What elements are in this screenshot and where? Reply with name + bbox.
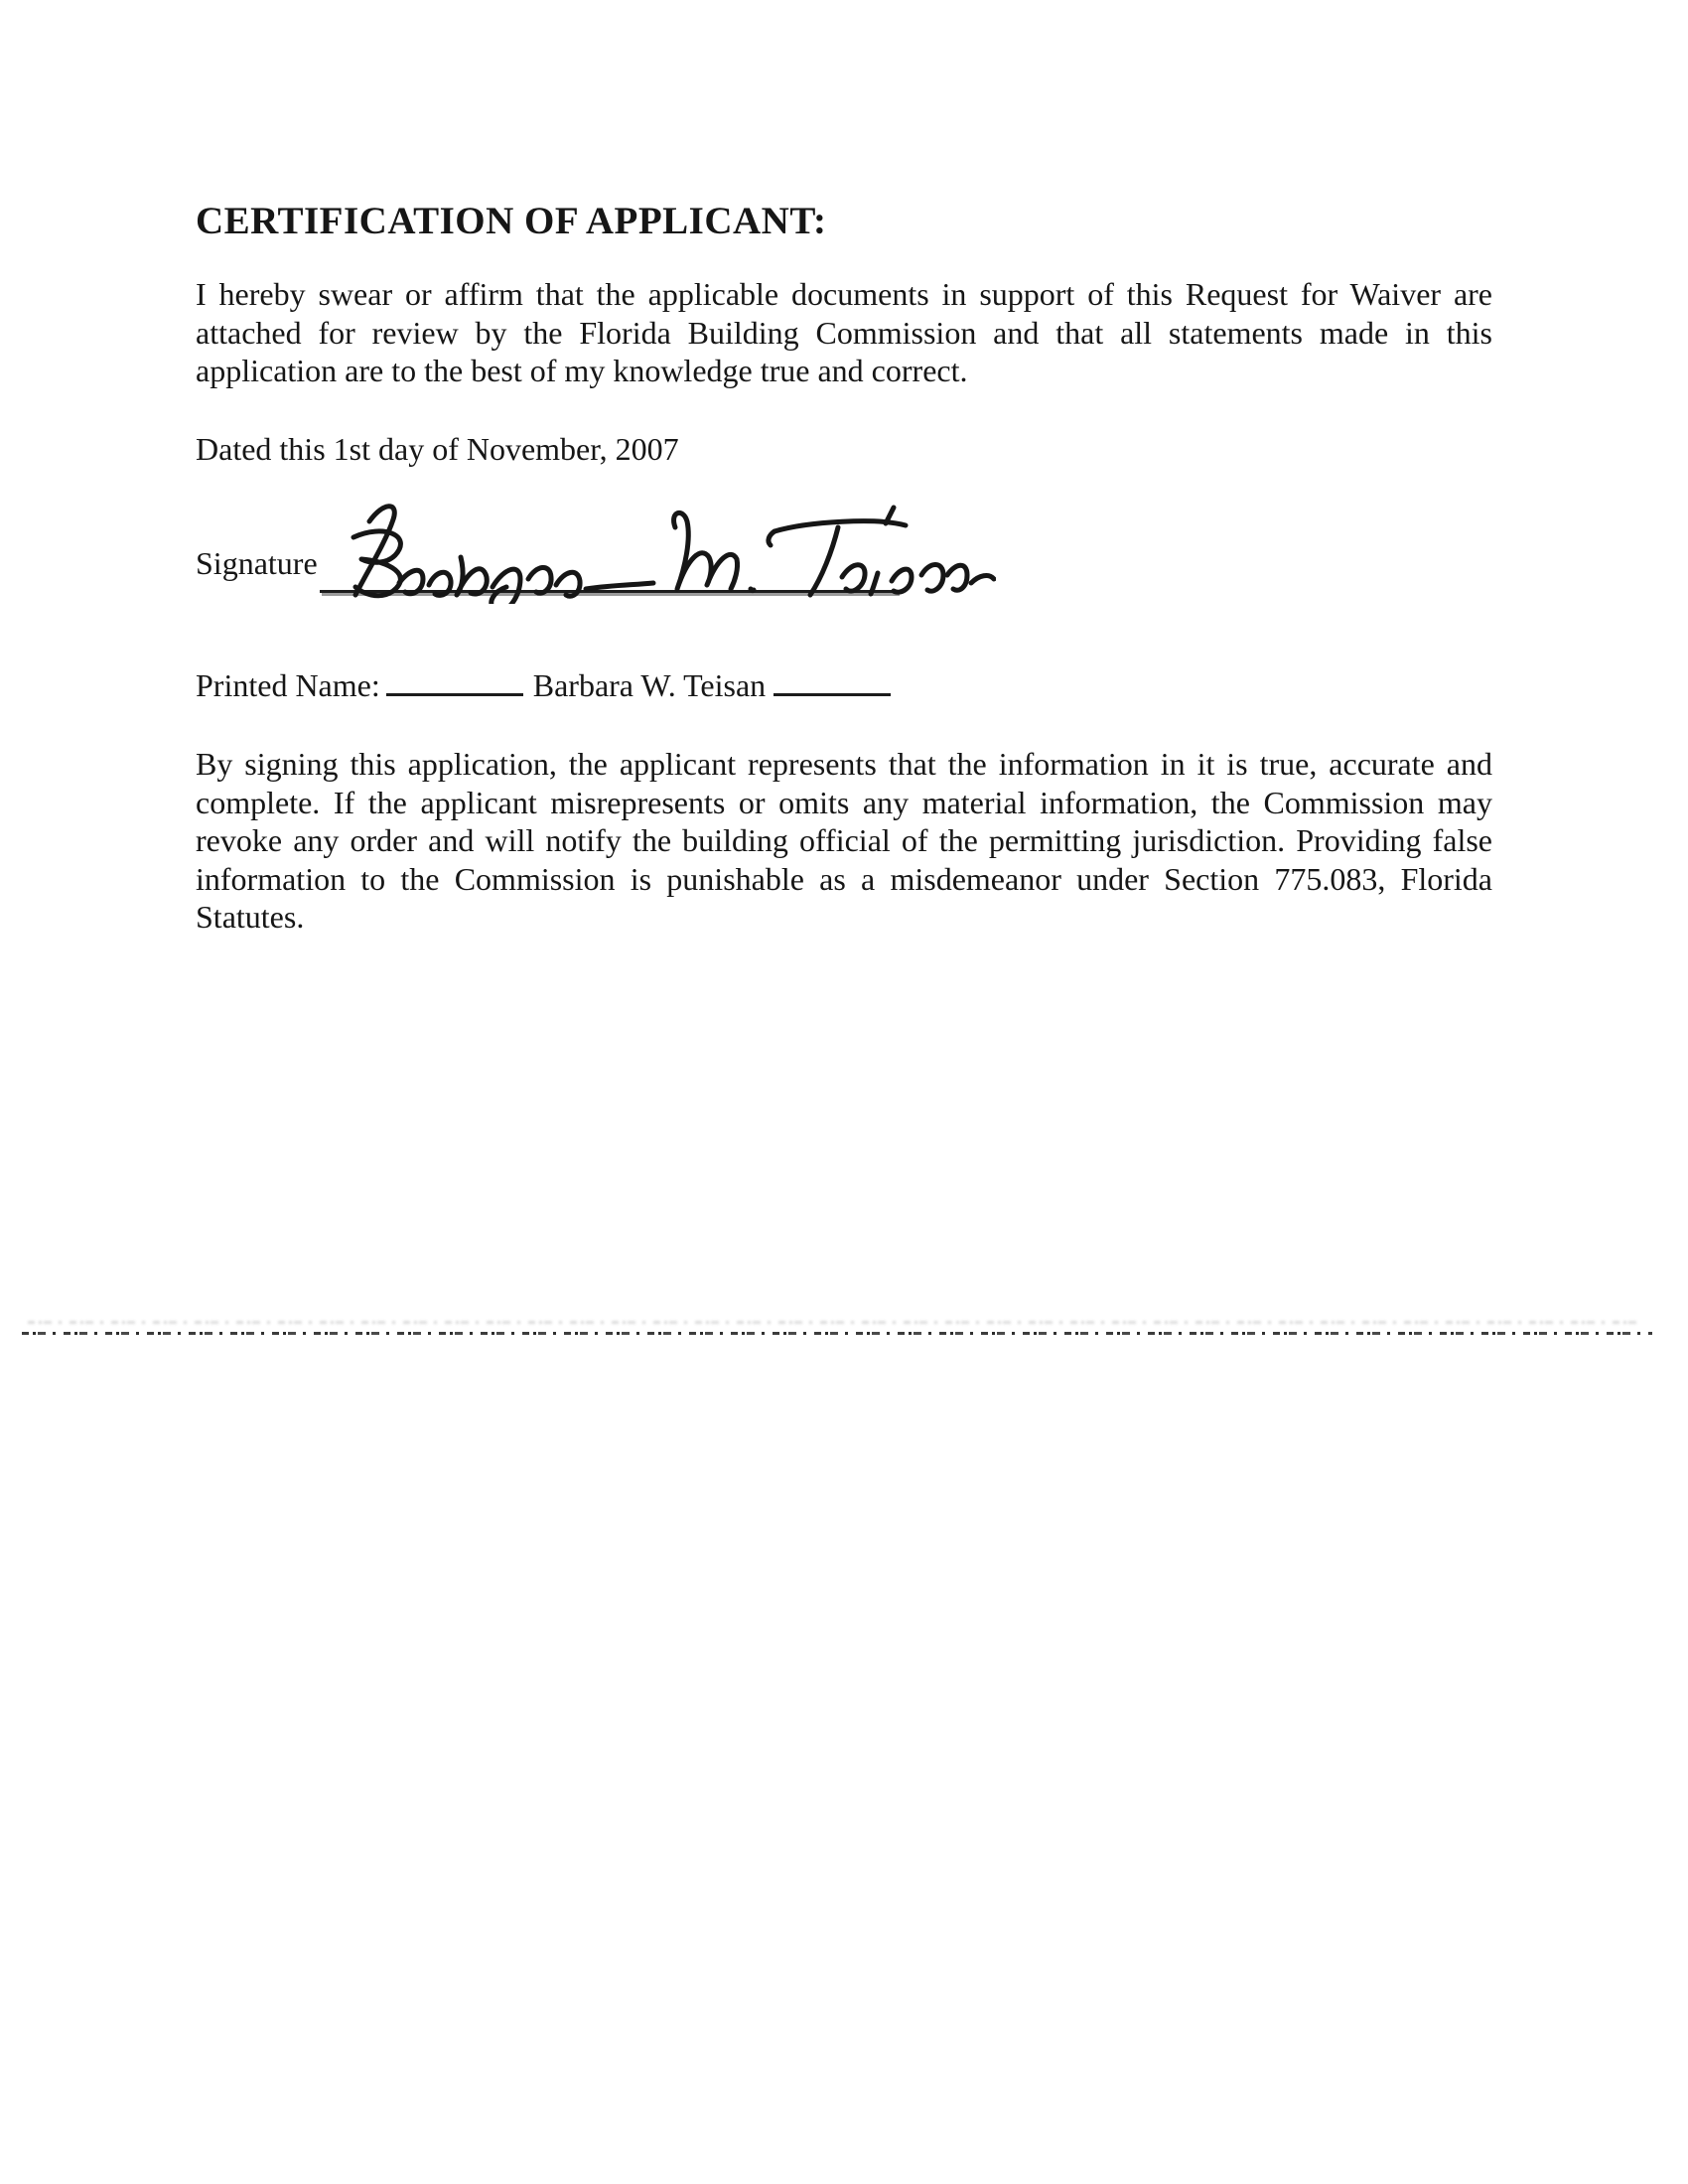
legal-notice-line-3: revoke any order and will notify the building official of the permitting jurisdiction. Providing false [196, 822, 1492, 858]
certification-heading: CERTIFICATION OF APPLICANT: [196, 200, 827, 242]
legal-notice-line-4: information to the Commission is punishable as a misdemeanor under Section 775.083, Florida [196, 860, 1492, 897]
affirmation-paragraph-line-3: application are to the best of my knowledge true and correct. [196, 353, 968, 388]
signature-label: Signature [196, 545, 318, 581]
legal-notice-line-2: complete. If the applicant misrepresents or omits any material information, the Commission may [196, 784, 1492, 820]
printed-name-row [196, 663, 891, 704]
dotted-separator-line [22, 1331, 1652, 1335]
printed-name-value: Barbara W. Teisan [532, 667, 767, 703]
legal-notice-paragraph [196, 745, 1492, 937]
affirmation-paragraph-line-2: attached for review by the Florida Building Commission and that all statements made in this [196, 314, 1492, 351]
affirmation-paragraph-line-1: I hereby swear or affirm that the applicable documents in support of this Request for Waiver are [196, 276, 1492, 312]
dated-line: Dated this 1st day of November, 2007 [196, 431, 679, 467]
legal-notice-line-1: By signing this application, the applicant represents that the information in it is true, accurate and [196, 746, 1492, 782]
signature-row [196, 544, 1492, 614]
affirmation-paragraph [196, 275, 1492, 390]
printed-name-blank-right [774, 663, 891, 696]
legal-notice-line-5: Statutes. [196, 899, 305, 935]
printed-name-label: Printed Name: [196, 667, 380, 703]
signature-name-text [318, 544, 319, 545]
handwritten-signature [326, 500, 996, 604]
printed-name-blank-left [386, 663, 523, 696]
